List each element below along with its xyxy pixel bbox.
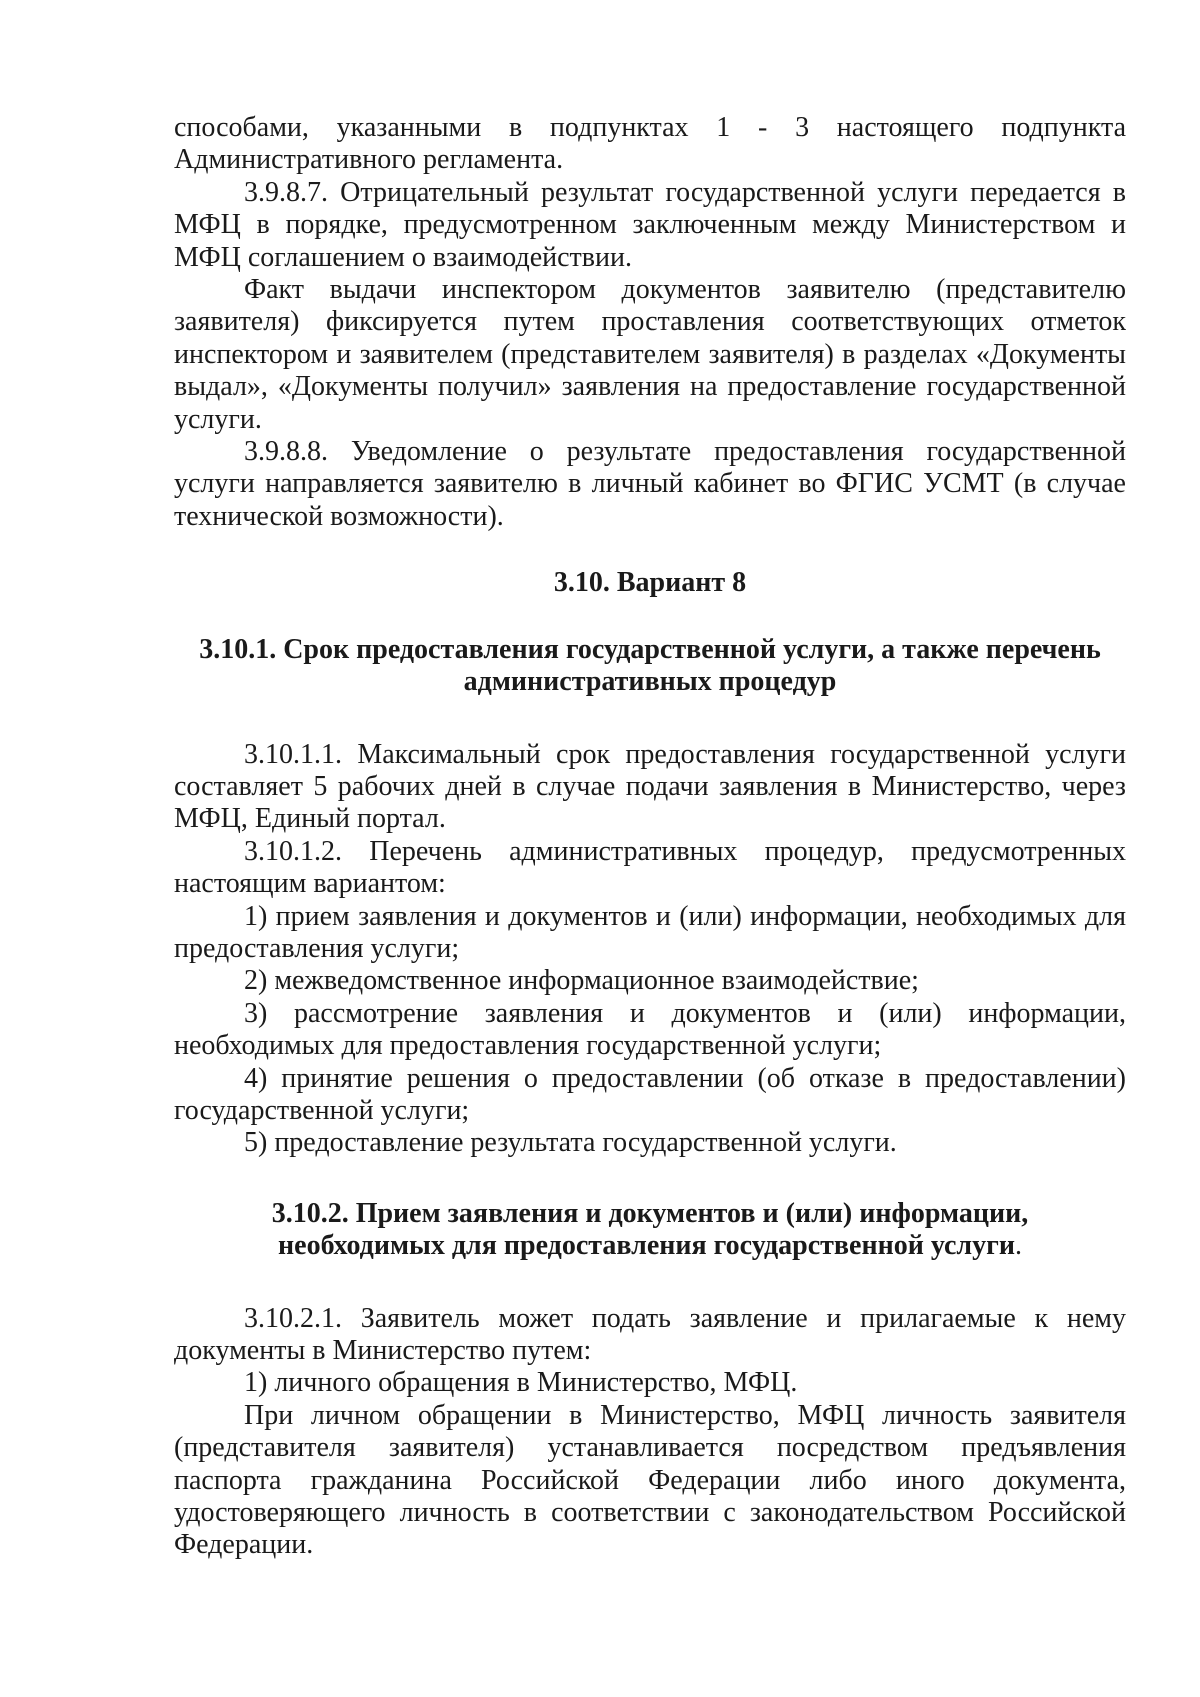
paragraph-3-9-8-8: 3.9.8.8. Уведомление о результате предоставления государственной услуги направляется заявителю в личный кабинет во ФГИС УСМТ (в случае технической возможности). (174, 436, 1126, 532)
subsection-1-title-line2: административных процедур (463, 666, 837, 698)
subsection-2-title-tail: . (1014, 1230, 1022, 1262)
list-item-5: 5) предоставление результата государственной услуги. (244, 1127, 897, 1159)
list-item-personal-visit: 1) личного обращения в Министерство, МФЦ. (244, 1367, 798, 1399)
paragraph-continuation: способами, указанными в подпунктах 1 - 3 настоящего подпункта Административного регламента. (174, 112, 1126, 176)
subsection-2-title (174, 1198, 1126, 1263)
list-item-4: 4) принятие решения о предоставлении (об отказе в предоставлении) государственной услуги; (174, 1062, 1126, 1126)
subsection-1-title (174, 634, 1126, 699)
paragraph-identity: При личном обращении в Министерство, МФЦ личность заявителя (представителя заявителя) устанавливается посредством предъявления паспорта гражданина Российской Федерации либо иного документа, удостоверяющего личность в соответствии с законодательством Российской Федерации. (174, 1399, 1126, 1561)
list-item-1: 1) прием заявления и документов и (или) информации, необходимых для предоставления услуги; (174, 900, 1126, 964)
section-title: 3.10. Вариант 8 (553, 567, 747, 599)
subsection-2-title-line2: необходимых для предоставления государственной услуги (278, 1230, 1015, 1262)
list-item-2: 2) межведомственное информационное взаимодействие; (244, 965, 919, 997)
paragraph-3-10-1-1: 3.10.1.1. Максимальный срок предоставления государственной услуги составляет 5 рабочих дней в случае подачи заявления в Министерство, через МФЦ, Единый портал. (174, 738, 1126, 835)
paragraph-3-10-1-2: 3.10.1.2. Перечень административных процедур, предусмотренных настоящим вариантом: (174, 835, 1126, 900)
list-item-3: 3) рассмотрение заявления и документов и (или) информации, необходимых для предоставления государственной услуги; (174, 997, 1126, 1062)
subsection-2-title-line2-wrap (174, 1230, 1126, 1262)
subsection-1-title-line1: 3.10.1. Срок предоставления государственной услуги, а также перечень (199, 633, 1101, 665)
document-page (174, 112, 1126, 1562)
subsection-2-title-line1: 3.10.2. Прием заявления и документов и (или) информации, (271, 1197, 1029, 1229)
paragraph-issue-fact: Факт выдачи инспектором документов заявителю (представителю заявителя) фиксируется путем проставления соответствующих отметок инспектором и заявителем (представителем заявителя) в разделах «Документы выдал», «Документы получил» заявления на предоставление государственной услуги. (174, 274, 1126, 435)
paragraph-3-10-2-1: 3.10.2.1. Заявитель может подать заявление и прилагаемые к нему документы в Министерство путем: (174, 1302, 1126, 1366)
paragraph-3-9-8-7: 3.9.8.7. Отрицательный результат государственной услуги передается в МФЦ в порядке, предусмотренном заключенным между Министерством и МФЦ соглашением о взаимодействии. (174, 176, 1126, 273)
